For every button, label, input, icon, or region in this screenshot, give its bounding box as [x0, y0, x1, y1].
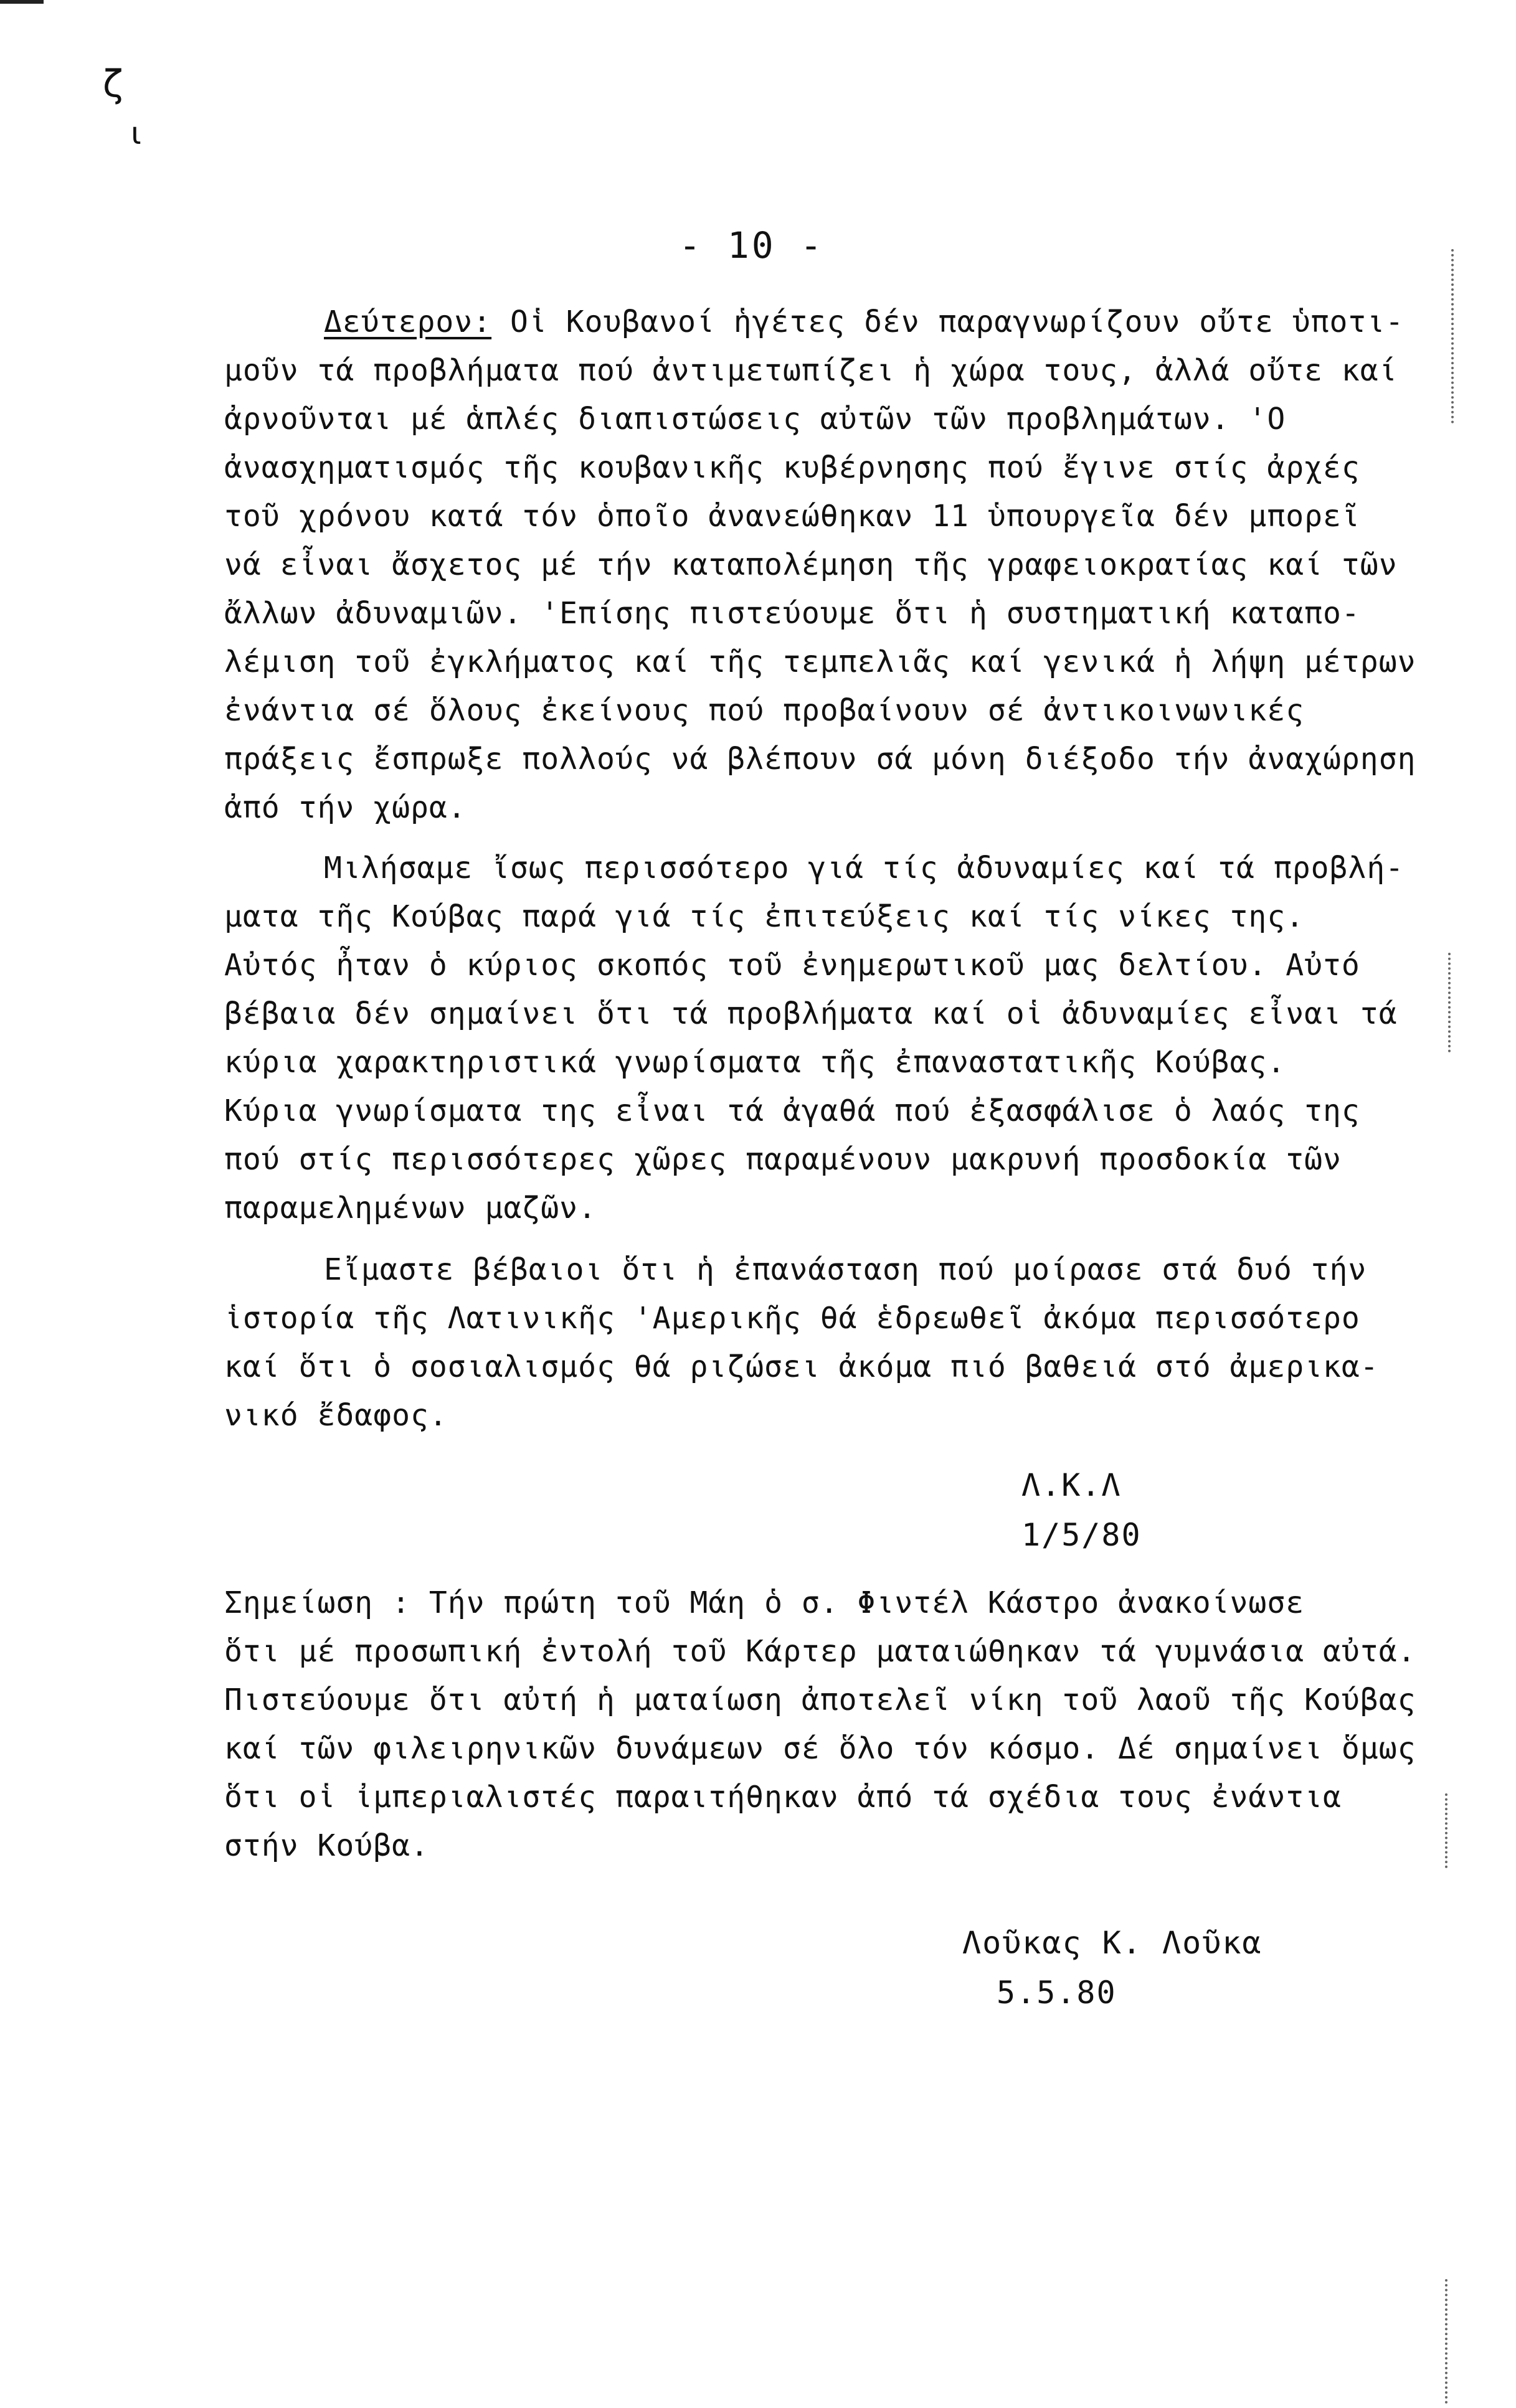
paragraph-line: βέβαια δέν σημαίνει ὅτι τά προβλήματα καί οἱ ἀδυναμίες εἶναι τά	[224, 996, 1398, 1031]
handwritten-mark: ι	[131, 115, 141, 151]
paragraph-line: νά εἶναι ἄσχετος μέ τήν καταπολέμηση τῆς γραφειοκρατίας καί τῶν	[224, 547, 1398, 582]
note-line: ὅτι οἱ ἰμπεριαλιστές παραιτήθηκαν ἀπό τά σχέδια τους ἐνάντια	[224, 1780, 1342, 1815]
paragraph-line: μοῦν τά προβλήματα πού ἀντιμετωπίζει ἡ χώρα τους, ἀλλά οὔτε καί	[224, 353, 1398, 388]
margin-dots	[1445, 2279, 1451, 2404]
note-line: Σημείωση : Τήν πρώτη τοῦ Μάη ὁ σ. Φιντέλ Κάστρο ἀνακοίνωσε	[224, 1585, 1305, 1620]
paragraph-line: Δεύτερον: Οἱ Κουβανοί ἡγέτες δέν παραγνωρίζουν οὔτε ὑποτι-	[324, 305, 1405, 339]
paragraph-line: κύρια χαρακτηριστικά γνωρίσματα τῆς ἐπαναστατικῆς Κούβας.	[224, 1045, 1286, 1080]
signature-date: 1/5/80	[1021, 1517, 1142, 1553]
paragraph-line: λέμιση τοῦ ἐγκλήματος καί τῆς τεμπελιᾶς καί γενικά ἡ λήψη μέτρων	[224, 644, 1416, 679]
top-edge-mark	[0, 0, 44, 4]
paragraph-line: καί ὅτι ὁ σοσιαλισμός θά ριζώσει ἀκόμα πιό βαθειά στό ἀμερικα-	[224, 1349, 1379, 1384]
paragraph-line: ἀπό τήν χώρα.	[224, 790, 467, 825]
paragraph-2	[224, 844, 1457, 1232]
note-line: ὅτι μέ προσωπική ἐντολή τοῦ Κάρτερ ματαιώθηκαν τά γυμνάσια αὐτά.	[224, 1634, 1416, 1669]
paragraph-line: Αὐτός ἦταν ὁ κύριος σκοπός τοῦ ἐνημερωτικοῦ μας δελτίου. Αὐτό	[224, 948, 1360, 983]
note-section	[224, 1579, 1457, 1870]
paragraph-line: πού στίς περισσότερες χῶρες παραμένουν μακρυνή προσδοκία τῶν	[224, 1142, 1342, 1177]
paragraph-line: Κύρια γνωρίσματα της εἶναι τά ἀγαθά πού ἐξασφάλισε ὁ λαός της	[224, 1093, 1360, 1128]
signature-date: 5.5.80	[997, 1975, 1117, 2011]
paragraph-heading: Δεύτερον:	[324, 305, 492, 339]
paragraph-3	[224, 1245, 1457, 1440]
paragraph-line: νικό ἔδαφος.	[224, 1398, 448, 1433]
note-line: Πιστεύουμε ὅτι αὐτή ἡ ματαίωση ἀποτελεῖ νίκη τοῦ λαοῦ τῆς Κούβας	[224, 1683, 1416, 1717]
paragraph-line: παραμελημένων μαζῶν.	[224, 1191, 597, 1225]
paragraph-line: ἄλλων ἀδυναμιῶν. 'Επίσης πιστεύουμε ὅτι ἡ συστηματική καταπο-	[224, 596, 1360, 631]
paragraph-line: ἐνάντια σέ ὅλους ἐκείνους πού προβαίνουν σέ ἀντικοινωνικές	[224, 693, 1305, 728]
note-line: στήν Κούβα.	[224, 1828, 429, 1863]
note-line: καί τῶν φιλειρηνικῶν δυνάμεων σέ ὅλο τόν κόσμο. Δέ σημαίνει ὅμως	[224, 1731, 1416, 1766]
paragraph-line: Μιλήσαμε ἴσως περισσότερο γιά τίς ἀδυναμίες καί τά προβλή-	[324, 851, 1405, 885]
paragraph-line: ματα τῆς Κούβας παρά γιά τίς ἐπιτεύξεις καί τίς νίκες της.	[224, 899, 1305, 934]
paragraph-line: ἀρνοῦνται μέ ἁπλές διαπιστώσεις αὐτῶν τῶν προβλημάτων. 'Ο	[224, 402, 1286, 437]
signature-initials: Λ.Κ.Λ	[1021, 1467, 1122, 1503]
paragraph-line: Εἴμαστε βέβαιοι ὅτι ἡ ἐπανάσταση πού μοίρασε στά δυό τήν	[324, 1252, 1367, 1287]
signature-name: Λοῦκας Κ. Λοῦκα	[962, 1925, 1263, 1961]
paragraph-line: ἱστορία τῆς Λατινικῆς 'Αμερικῆς θά ἑδρεωθεῖ ἀκόμα περισσότερο	[224, 1301, 1360, 1336]
paragraph-1	[224, 298, 1457, 832]
page-number: - 10 -	[679, 224, 825, 267]
paragraph-line: πράξεις ἔσπρωξε πολλούς νά βλέπουν σά μόνη διέξοδο τήν ἀναχώρηση	[224, 742, 1416, 777]
paragraph-line: ἀνασχηματισμός τῆς κουβανικῆς κυβέρνησης πού ἔγινε στίς ἀρχές	[224, 450, 1360, 485]
paragraph-line: τοῦ χρόνου κατά τόν ὁποῖο ἀνανεώθηκαν 11 ὑπουργεῖα δέν μπορεῖ	[224, 499, 1360, 534]
note-label: Σημείωση :	[224, 1585, 410, 1620]
handwritten-mark: ζ	[103, 62, 123, 106]
